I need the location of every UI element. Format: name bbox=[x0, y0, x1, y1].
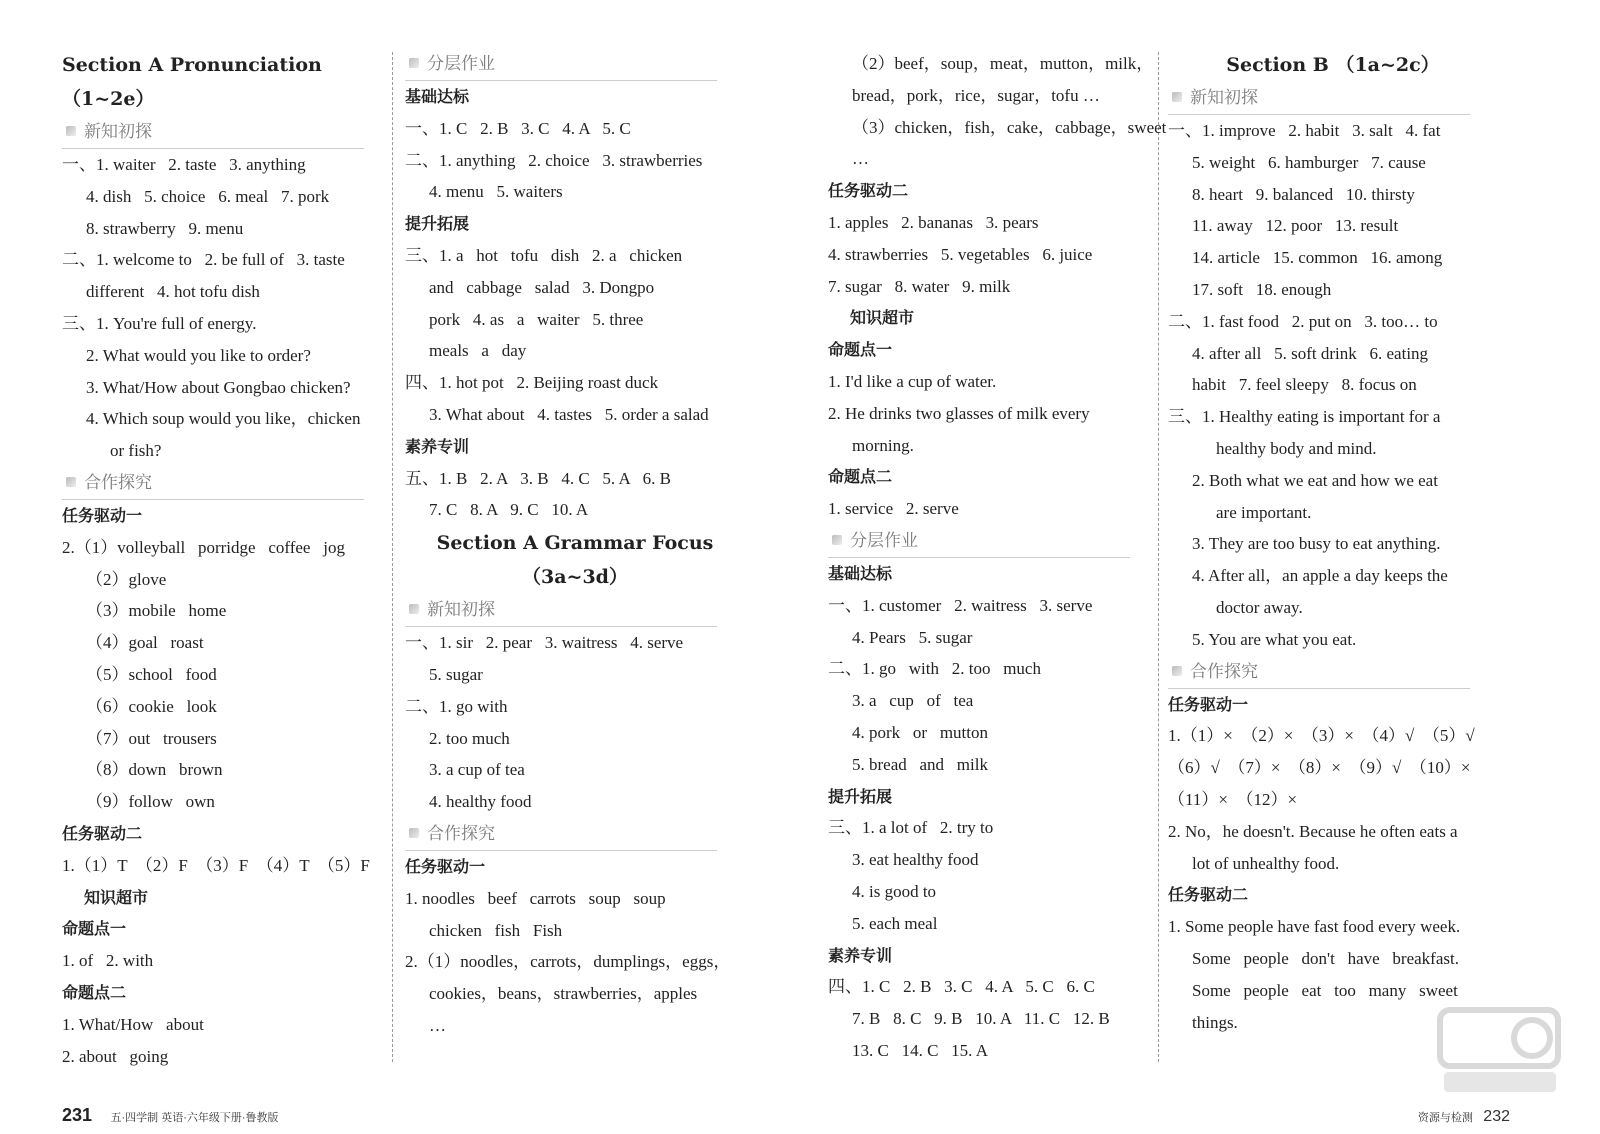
answer-column-3 bbox=[828, 48, 1167, 1067]
answer-line: 三、1. a hot tofu dish 2. a chicken bbox=[405, 245, 683, 265]
answer-line: 一、1. waiter 2. taste 3. anything bbox=[62, 155, 306, 174]
answer-line: are important. bbox=[1216, 502, 1312, 522]
answer-line: 2. about going bbox=[62, 1046, 169, 1066]
answer-line: 2. What would you like to order? bbox=[86, 345, 311, 365]
answer-line: 13. C 14. C 15. A bbox=[852, 1040, 989, 1060]
answer-line: 1. of 2. with bbox=[62, 951, 154, 971]
answer-line: 二、1. go with 2. too much bbox=[828, 659, 1041, 679]
subheading: 命题点二 bbox=[62, 982, 127, 1002]
answer-line: 四、1. C 2. B 3. C 4. A 5. C 6. C bbox=[828, 977, 1095, 997]
answer-column-1 bbox=[62, 48, 392, 1072]
band-new-knowledge: 新知初探 bbox=[62, 116, 364, 149]
answer-line: 2. too much bbox=[429, 728, 510, 748]
subheading: 素养专训 bbox=[405, 436, 470, 456]
subheading: 命题点一 bbox=[62, 919, 127, 939]
book-info: 五·四学制 英语·六年级下册·鲁教版 bbox=[110, 1112, 279, 1124]
section-title: Section A Grammar Focus bbox=[436, 532, 714, 555]
answer-line: 4. after all 5. soft drink 6. eating bbox=[1192, 343, 1429, 363]
answer-line: 3. What about 4. tastes 5. order a salad bbox=[429, 404, 709, 424]
answer-line: 4. Pears 5. sugar bbox=[852, 627, 973, 647]
answer-line: doctor away. bbox=[1216, 597, 1303, 617]
answer-line: （6）√ （7）× （8）× （9）√ （10）× bbox=[1168, 758, 1471, 778]
answer-line: 一、1. customer 2. waitress 3. serve bbox=[828, 595, 1093, 615]
answer-line: 14. article 15. common 16. among bbox=[1192, 248, 1443, 268]
answer-line: morning. bbox=[852, 435, 914, 455]
answer-line: bread，pork，rice，sugar，tofu … bbox=[852, 85, 1100, 105]
answer-line: 2. Both what we eat and how we eat bbox=[1192, 470, 1438, 490]
band-layered-homework: 分层作业 bbox=[828, 525, 1130, 558]
answer-line: 2. No，he doesn't. Because he often eats a bbox=[1168, 821, 1458, 841]
answer-line: 5. You are what you eat. bbox=[1192, 629, 1357, 649]
band-cooperation: 合作探究 bbox=[1168, 656, 1470, 689]
column-divider bbox=[1158, 52, 1159, 1062]
column-divider bbox=[392, 52, 393, 1062]
answer-line: Some people eat too many sweet bbox=[1192, 980, 1458, 1000]
answer-line: （6）cookie look bbox=[86, 696, 217, 716]
subheading: 命题点一 bbox=[828, 340, 893, 360]
answer-line: healthy body and mind. bbox=[1216, 438, 1377, 458]
footer-right bbox=[1418, 1108, 1510, 1126]
answer-line: 一、1. C 2. B 3. C 4. A 5. C bbox=[405, 118, 631, 138]
section-title: （3a~3d） bbox=[522, 566, 628, 589]
answer-line: chicken fish Fish bbox=[429, 920, 563, 940]
answer-line: pork 4. as a waiter 5. three bbox=[429, 309, 644, 329]
subheading: 提升拓展 bbox=[828, 786, 893, 806]
answer-line: 2.（1）volleyball porridge coffee jog bbox=[62, 537, 345, 557]
answer-line: 4. healthy food bbox=[429, 792, 532, 812]
answer-line: 3. a cup of tea bbox=[852, 691, 974, 711]
band-cooperation: 合作探究 bbox=[405, 818, 717, 851]
answer-line: 二、1. fast food 2. put on 3. too… to bbox=[1168, 311, 1438, 331]
answer-line: （9）follow own bbox=[86, 792, 215, 812]
subheading: 知识超市 bbox=[84, 887, 149, 907]
answer-line: 4. Which soup would you like，chicken bbox=[86, 409, 361, 429]
answer-line: 1. I'd like a cup of water. bbox=[828, 371, 997, 391]
answer-column-2 bbox=[405, 48, 745, 1042]
subheading: 素养专训 bbox=[828, 945, 893, 965]
answer-line: 4. is good to bbox=[852, 881, 937, 901]
answer-line: and cabbage salad 3. Dongpo bbox=[429, 277, 655, 297]
answer-line: （11）× （12）× bbox=[1168, 789, 1298, 809]
page-number-left: 231 bbox=[62, 1105, 93, 1125]
section-title: Section A Pronunciation （1~2e） bbox=[62, 54, 322, 110]
answer-line: 5. weight 6. hamburger 7. cause bbox=[1192, 152, 1426, 172]
answer-line: Some people don't have breakfast. bbox=[1192, 948, 1459, 968]
subheading: 任务驱动一 bbox=[1168, 694, 1249, 714]
answer-line: 17. soft 18. enough bbox=[1192, 279, 1332, 299]
answer-line: 3. They are too busy to eat anything. bbox=[1192, 534, 1441, 554]
subheading: 任务驱动二 bbox=[828, 181, 909, 201]
answer-line: 三、1. a lot of 2. try to bbox=[828, 818, 994, 838]
answer-line: 三、1. Healthy eating is important for a bbox=[1168, 407, 1441, 427]
answer-line: 4. menu 5. waiters bbox=[429, 182, 563, 202]
answer-line: habit 7. feel sleepy 8. focus on bbox=[1192, 375, 1417, 395]
answer-line: 二、1. welcome to 2. be full of 3. taste bbox=[62, 250, 345, 270]
answer-line: things. bbox=[1192, 1012, 1238, 1032]
subheading: 任务驱动二 bbox=[1168, 885, 1249, 905]
footer-left bbox=[62, 1105, 279, 1126]
answer-line: 7. sugar 8. water 9. milk bbox=[828, 276, 1011, 296]
answer-line: 4. After all，an apple a day keeps the bbox=[1192, 566, 1448, 586]
page-number-right: 232 bbox=[1483, 1108, 1510, 1125]
answer-line: 二、1. go with bbox=[405, 696, 508, 716]
answer-line: （2）beef，soup，meat，mutton，milk， bbox=[852, 54, 1154, 73]
answer-line: 8. heart 9. balanced 10. thirsty bbox=[1192, 184, 1415, 204]
answer-line: 5. bread and milk bbox=[852, 754, 988, 774]
subheading: 提升拓展 bbox=[405, 214, 470, 234]
answer-line: （8）down brown bbox=[86, 760, 223, 780]
band-cooperation: 合作探究 bbox=[62, 467, 364, 500]
answer-line: 4. dish 5. choice 6. meal 7. pork bbox=[86, 186, 330, 206]
answer-line: 4. strawberries 5. vegetables 6. juice bbox=[828, 244, 1093, 264]
answer-line: 三、1. You're full of energy. bbox=[62, 313, 257, 333]
answer-line: 3. a cup of tea bbox=[429, 760, 525, 780]
answer-line: 五、1. B 2. A 3. B 4. C 5. A 6. B bbox=[405, 468, 671, 488]
answer-line: （3）chicken，fish，cake，cabbage，sweet bbox=[852, 117, 1167, 137]
answer-line: 5. each meal bbox=[852, 913, 938, 933]
answer-column-4 bbox=[1168, 48, 1498, 1038]
answer-line: 11. away 12. poor 13. result bbox=[1192, 216, 1399, 236]
answer-line: … bbox=[852, 149, 869, 169]
answer-line: 2.（1）noodles，carrots，dumplings，eggs， bbox=[405, 952, 731, 972]
answer-line: 5. sugar bbox=[429, 664, 483, 684]
subheading: 任务驱动一 bbox=[62, 505, 143, 525]
book-series: 资源与检测 bbox=[1417, 1112, 1473, 1124]
answer-line: （4）goal roast bbox=[86, 633, 204, 653]
band-new-knowledge: 新知初探 bbox=[1168, 82, 1470, 115]
answer-line: … bbox=[429, 1015, 446, 1035]
answer-line: 1. What/How about bbox=[62, 1014, 204, 1034]
answer-line: 一、1. sir 2. pear 3. waitress 4. serve bbox=[405, 633, 684, 653]
answer-line: 1. apples 2. bananas 3. pears bbox=[828, 212, 1039, 232]
subheading: 基础达标 bbox=[828, 563, 893, 583]
answer-line: 2. He drinks two glasses of milk every bbox=[828, 403, 1090, 423]
subheading: 任务驱动一 bbox=[405, 856, 486, 876]
subheading: 命题点二 bbox=[828, 467, 893, 487]
subheading: 基础达标 bbox=[405, 87, 470, 106]
answer-line: 1. noodles beef carrots soup soup bbox=[405, 888, 666, 908]
section-title: Section B （1a~2c） bbox=[1226, 54, 1440, 76]
answer-line: 四、1. hot pot 2. Beijing roast duck bbox=[405, 373, 659, 393]
answer-line: different 4. hot tofu dish bbox=[86, 282, 260, 302]
answer-line: 7. C 8. A 9. C 10. A bbox=[429, 500, 589, 520]
answer-line: 7. B 8. C 9. B 10. A 11. C 12. B bbox=[852, 1009, 1110, 1029]
answer-line: 1.（1）T （2）F （3）F （4）T （5）F bbox=[62, 855, 370, 875]
answer-line: cookies，beans，strawberries，apples bbox=[429, 984, 698, 1004]
watermark-logo bbox=[1434, 1006, 1564, 1098]
answer-line: lot of unhealthy food. bbox=[1192, 853, 1340, 873]
answer-line: （2）glove bbox=[86, 569, 167, 589]
answer-line: （5）school food bbox=[86, 664, 217, 684]
answer-line: 一、1. improve 2. habit 3. salt 4. fat bbox=[1168, 121, 1441, 140]
answer-line: 3. eat healthy food bbox=[852, 850, 979, 870]
band-layered-homework: 分层作业 bbox=[405, 48, 717, 81]
answer-line: 4. pork or mutton bbox=[852, 722, 988, 742]
subheading: 知识超市 bbox=[850, 308, 915, 328]
answer-line: 二、1. anything 2. choice 3. strawberries bbox=[405, 150, 703, 170]
answer-line: （3）mobile home bbox=[86, 601, 227, 621]
answer-line: （7）out trousers bbox=[86, 728, 217, 748]
answer-line: 1.（1）× （2）× （3）× （4）√ （5）√ bbox=[1168, 726, 1475, 746]
answer-line: 1. service 2. serve bbox=[828, 499, 959, 519]
answer-line: 3. What/How about Gongbao chicken? bbox=[86, 377, 351, 397]
answer-line: or fish? bbox=[110, 441, 162, 461]
band-new-knowledge: 新知初探 bbox=[405, 594, 717, 627]
subheading: 任务驱动二 bbox=[62, 823, 143, 843]
answer-line: meals a day bbox=[429, 341, 527, 361]
answer-line: 1. Some people have fast food every week. bbox=[1168, 917, 1461, 937]
answer-line: 8. strawberry 9. menu bbox=[86, 218, 244, 238]
